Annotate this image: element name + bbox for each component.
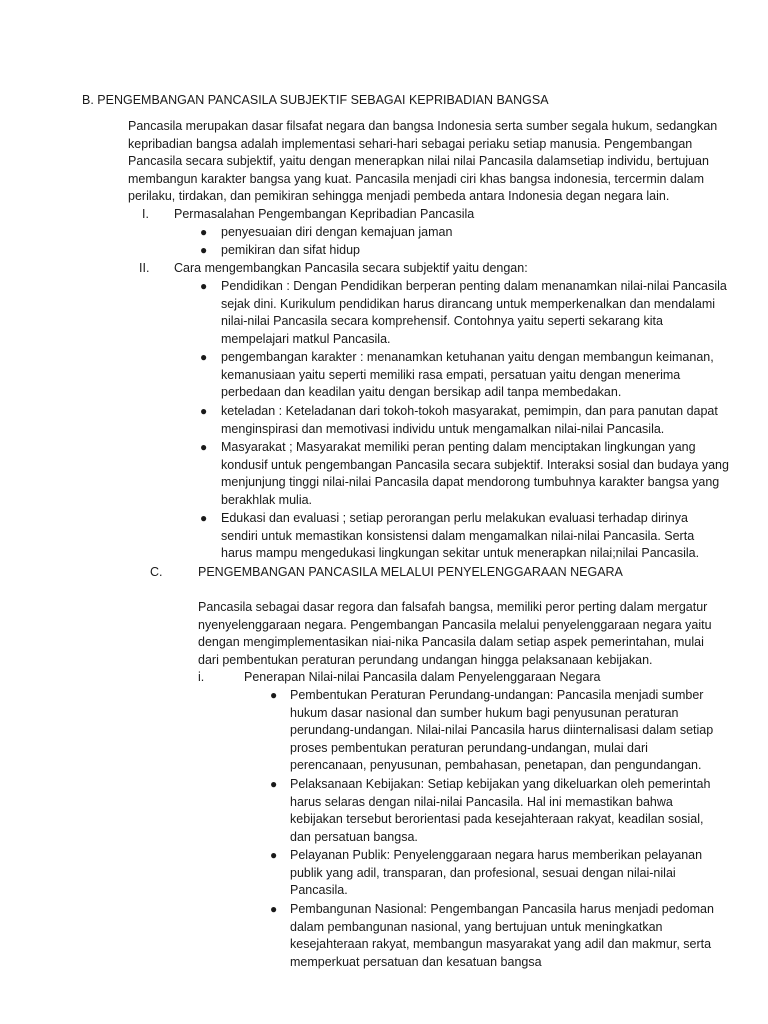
list-item — [221, 278, 727, 348]
list-item-title: Penerapan Nilai-nilai Pancasila dalam Penyelenggaraan Negara — [244, 670, 601, 684]
list-number: I. — [142, 207, 149, 221]
paragraph-line: Pancasila secara subjektif, yaitu dengan menerapkan nilai nilai Pancasila dalamsetiap individu, bertujuan — [128, 154, 709, 168]
bullet-icon: ● — [200, 225, 208, 239]
list-item-line: harus mampu mengedukasi lingkungan sekitar untuk menerapkan nilai;nilai Pancasila. — [221, 546, 700, 560]
list-item — [221, 403, 718, 438]
section-c-intro — [198, 599, 712, 669]
list-item-line: keteladan : Keteladanan dari tokoh-tokoh masyarakat, pemimpin, dan para panutan dapat — [221, 404, 718, 418]
list-item-line: hukum dasar nasional dan sumber hukum bagi penyusunan peraturan — [290, 705, 679, 720]
list-item-title: Cara mengembangkan Pancasila secara subjektif yaitu dengan: — [174, 261, 528, 275]
list-number: II. — [139, 261, 150, 275]
list-item — [290, 687, 713, 775]
list-item-line: Pelayanan Publik: Penyelenggaraan negara harus memberikan pelayanan — [290, 848, 703, 862]
paragraph-line: kepribadian bangsa adalah implementasi sehari-hari sebagai periaku setiap manusia. Pengembangan — [128, 136, 693, 151]
list-item-line: Pembentukan Peraturan Perundang-undangan: Pancasila menjadi sumber — [290, 688, 704, 702]
list-item-line: perundang-undangan. Nilai-nilai Pancasila harus diinternalisasi dalam setiap — [290, 723, 714, 737]
list-number: i. — [198, 670, 205, 684]
list-item-title: Permasalahan Pengembangan Kepribadian Pancasila — [174, 207, 475, 221]
list-item-line: publik yang adil, transparan, dan profesional, sesuai dengan nilai-nilai — [290, 865, 676, 880]
list-item-line: penyesuaian diri dengan kemajuan jaman — [221, 225, 453, 239]
bullet-icon: ● — [270, 848, 278, 862]
list-item-line: proses pembentukan peraturan perundang-undangan, mulai dari — [290, 740, 648, 755]
section-c-number: C. — [150, 565, 163, 579]
list-item-line: perencanaan, penyusunan, pembahasan, penetapan, dan pengundangan. — [290, 758, 702, 772]
section-c-heading: PENGEMBANGAN PANCASILA MELALUI PENYELENGGARAAN NEGARA — [198, 565, 623, 579]
list-item-line: Pembangunan Nasional: Pengembangan Pancasila harus menjadi pedoman — [290, 902, 714, 916]
list-item-line: mempelajari matkul Pancasila. — [221, 331, 391, 346]
bullet-icon: ● — [270, 688, 278, 702]
list-item-line: harus selaras dengan nilai-nilai Pancasila. Hal ini memastikan bahwa — [290, 794, 673, 809]
list-item-line: Edukasi dan evaluasi ; setiap perorangan perlu melakukan evaluasi terhadap dirinya — [221, 511, 688, 525]
list-item-line: memperkuat persatuan dan kesatuan bangsa — [290, 954, 542, 969]
paragraph-line: dengan mengimplementasikan niai-nika Pancasila dalam setiap aspek pemerintahan, mulai — [198, 635, 704, 649]
list-item-line: Pendidikan : Dengan Pendidikan berperan penting dalam menanamkan nilai-nilai Pancasila — [221, 279, 727, 293]
section-b-heading: B. PENGEMBANGAN PANCASILA SUBJEKTIF SEBAGAI KEPRIBADIAN BANGSA — [82, 93, 549, 107]
bullet-icon: ● — [200, 279, 208, 293]
paragraph-line: nyenyelenggaraan negara. Pengembangan Pancasila melalui penyelenggaraan negara yaitu — [198, 617, 712, 632]
list-item-line: menjunjung tinggi nilai-nilai Pancasila dapat mendorong tumbuhnya karakter bangsa yang — [221, 475, 720, 489]
bullet-icon: ● — [200, 511, 208, 525]
list-item-line: Masyarakat ; Masyarakat memiliki peran penting dalam menciptakan lingkungan yang — [221, 440, 696, 454]
list-item — [221, 224, 452, 242]
list-item-line: kondusif untuk pengembangan Pancasila secara subjektif. Interaksi sosial dan budaya yang — [221, 457, 729, 472]
list-item-line: pengembangan karakter : menanamkan ketuhanan yaitu dengan membangun keimanan, — [221, 350, 714, 364]
list-item — [221, 439, 729, 509]
list-item — [221, 242, 360, 260]
list-item-line: kesejahteraan rakyat, membangun masyarakat yang adil dan makmur, serta — [290, 937, 712, 951]
list-item-line: Pancasila. — [290, 883, 348, 897]
list-item-line: nilai-nilai Pancasila secara komprehensif. Contohnya yaitu seperti sekarang kita — [221, 314, 663, 328]
list-item-line: perbedaan dan keadilan yaitu dengan bersikap adil tanpa membedakan. — [221, 385, 622, 399]
list-item-line: menginspirasi dan memotivasi individu untuk mengamalkan nilai-nilai Pancasila. — [221, 421, 665, 436]
list-item-line: Pelaksanaan Kebijakan: Setiap kebijakan yang dikeluarkan oleh pemerintah — [290, 777, 711, 791]
list-item-line: dan persatuan bangsa. — [290, 829, 418, 844]
list-item-line: sejak dini. Kurikulum pendidikan harus dirancang untuk memperkenalkan dan mendalami — [221, 296, 716, 311]
paragraph-line: dari pembentukan peraturan perundang undangan hingga pelaksanaan kebijakan. — [198, 652, 653, 667]
list-item — [290, 776, 710, 846]
list-item — [290, 901, 714, 971]
list-item — [221, 510, 699, 563]
bullet-icon: ● — [270, 902, 278, 916]
list-item-line: berakhlak mulia. — [221, 492, 313, 507]
list-item — [290, 847, 702, 900]
section-b-intro — [128, 118, 717, 206]
list-item-line: dalam pembangunan nasional, yang bertujuan untuk meningkatkan — [290, 919, 663, 934]
bullet-icon: ● — [200, 243, 208, 257]
list-item-line: pemikiran dan sifat hidup — [221, 243, 360, 257]
paragraph-line: Pancasila sebagai dasar regora dan falsafah bangsa, memiliki peror perting dalam mergatur — [198, 600, 708, 614]
paragraph-line: Pancasila merupakan dasar filsafat negara dan bangsa Indonesia serta sumber segala hukum, sedangkan — [128, 119, 718, 133]
list-item-line: kemanusiaan yaitu seperti memiliki rasa empati, persatuan yaitu dengan menerima — [221, 367, 681, 382]
bullet-icon: ● — [200, 440, 208, 454]
paragraph-line: membangun karakter bangsa yang kuat. Pancasila menjadi ciri khas bangsa indonesia, tercermin dalam — [128, 171, 705, 186]
list-item — [221, 349, 714, 402]
list-item-line: sendiri untuk memastikan konsistensi dalam mengamalkan nilai-nilai Pancasila. Serta — [221, 528, 695, 543]
list-item-line: kebijakan tersebut berorientasi pada kesejahteraan rakyat, keadilan sosial, — [290, 812, 704, 826]
paragraph-line: perilaku, tirdakan, dan pemikiran sehingga menjadi pembeda antara Indonesia degan negara lain. — [128, 189, 670, 203]
bullet-icon: ● — [200, 404, 208, 418]
bullet-icon: ● — [270, 777, 278, 791]
bullet-icon: ● — [200, 350, 208, 364]
